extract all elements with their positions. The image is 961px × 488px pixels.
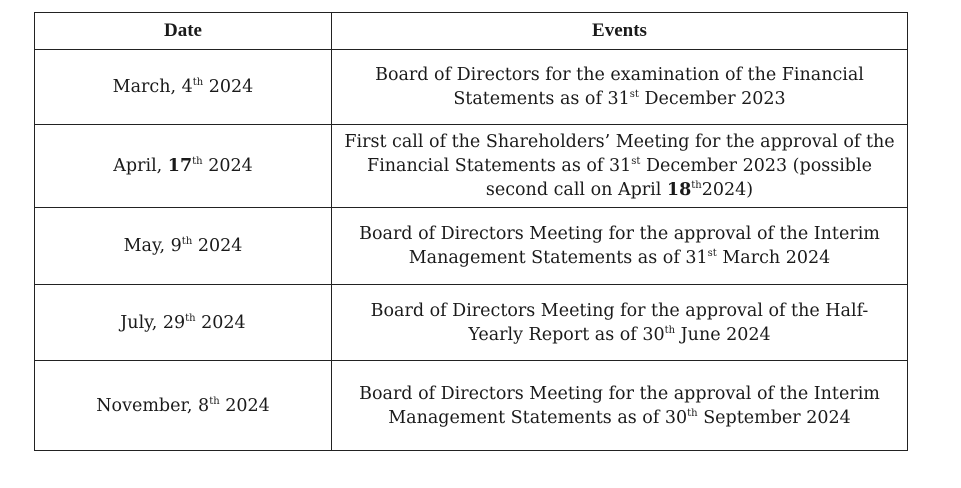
event-cell: Board of Directors Meeting for the approval of the Half-Yearly Report as of 30th June 2024 — [332, 285, 908, 361]
table-row — [35, 361, 908, 451]
event-cell: Board of Directors Meeting for the approval of the Interim Management Statements as of 30th September 2024 — [332, 361, 908, 451]
event-cell: First call of the Shareholders’ Meeting for the approval of the Financial Statements as of 31st December 2023 (possible second call on April 18th2024) — [332, 125, 908, 208]
table-row — [35, 50, 908, 125]
date-cell: November, 8th 2024 — [35, 361, 332, 451]
events-calendar-table — [34, 12, 908, 451]
event-cell: Board of Directors for the examination of the Financial Statements as of 31st December 2023 — [332, 50, 908, 125]
date-cell: July, 29th 2024 — [35, 285, 332, 361]
event-cell: Board of Directors Meeting for the approval of the Interim Management Statements as of 31st March 2024 — [332, 208, 908, 285]
date-cell: April, 17th 2024 — [35, 125, 332, 208]
table-row — [35, 125, 908, 208]
date-column-header: Date — [35, 13, 332, 50]
header-row — [35, 13, 908, 50]
date-cell: March, 4th 2024 — [35, 50, 332, 125]
date-cell: May, 9th 2024 — [35, 208, 332, 285]
events-column-header: Events — [332, 13, 908, 50]
table-row — [35, 285, 908, 361]
table-row — [35, 208, 908, 285]
